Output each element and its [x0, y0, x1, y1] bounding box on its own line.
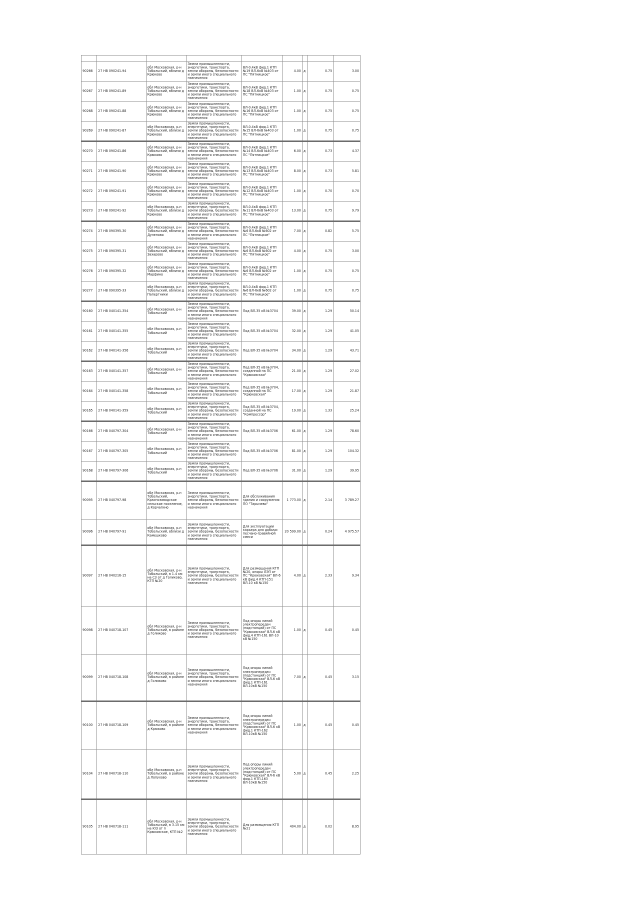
location-cell: обл Московская, р-н Тобольский, вблизи д Крюково: [146, 121, 186, 141]
land-category-cell: Земли промышленности, энергетики, транспорта, земли обороны, безопасности и земли иного специального назначения: [186, 519, 241, 545]
area-unit-cell: д: [302, 201, 307, 221]
area-value-cell: 1.00: [283, 181, 303, 201]
area-value-cell: 4.00: [283, 241, 303, 261]
area-unit-cell: д: [302, 61, 307, 81]
permitted-use-cell: Для размещения КТП №20, опоры ЛЭП от ПС "Крюковская" ВЛ-6 кВ фид.4 КТП-151 ВЛ-10 кВ №150: [242, 545, 283, 606]
row-id-cell: 90105: [81, 799, 97, 854]
sum-value-cell: 104.32: [333, 441, 360, 461]
row-id-cell: 90268: [81, 101, 97, 121]
parcel-row-90269: [81, 121, 360, 141]
cadastral-number-cell: 27 НВ 090395-31: [97, 241, 146, 261]
rate-value-cell: 0.45: [307, 654, 333, 701]
parcel-row-90274: [81, 221, 360, 241]
sum-value-cell: 0.45: [333, 606, 360, 654]
parcel-row-90105: [81, 799, 360, 854]
land-category-cell: Земли промышленности, энергетики, транспорта, земли обороны, безопасности и земли иного специального назначения: [186, 654, 241, 701]
sum-value-cell: 9.79: [333, 201, 360, 221]
row-id-cell: 90095: [81, 481, 97, 519]
rate-value-cell: 1.29: [307, 421, 333, 441]
rate-value-cell: 0.02: [307, 799, 333, 854]
permitted-use-cell: ВЛ-0.4кВ фид.1 КТП №15 ВЛ-6кВ №403 от ПС "Пятницкое": [242, 121, 283, 141]
land-category-cell: Земли промышленности, энергетики, транспорта, земли обороны, безопасности и земли иного специального назначения: [186, 61, 241, 81]
location-cell: обл Московская, р-н Тобольский: [146, 361, 186, 381]
rate-value-cell: 0.82: [307, 221, 333, 241]
parcel-row-90095: [81, 481, 360, 519]
sum-value-cell: 78.60: [333, 421, 360, 441]
area-unit-cell: д: [302, 241, 307, 261]
rate-value-cell: 0.75: [307, 121, 333, 141]
location-cell: обл Московская, р-н Тобольский, вблизи д Крюково: [146, 101, 186, 121]
area-unit-cell: д: [302, 301, 307, 321]
cadastral-number-cell: 27 НВ 090241-88: [97, 101, 146, 121]
area-unit-cell: д: [302, 401, 307, 421]
area-value-cell: 20 599.00: [283, 519, 303, 545]
land-category-cell: Земли промышленности, энергетики, транспорта, земли обороны, безопасности и земли иного специального назначения: [186, 701, 241, 749]
parcel-row-90100: [81, 701, 360, 749]
permitted-use-cell: ВЛ-0.4кВ фид.1 КТП №16 ВЛ-6кВ №403 от ПС "Пятницкое": [242, 101, 283, 121]
area-unit-cell: д: [302, 441, 307, 461]
area-unit-cell: д: [302, 606, 307, 654]
area-unit-cell: д: [302, 321, 307, 341]
parcel-row-90266: [81, 61, 360, 81]
cadastral-number-cell: 27 НВ 090241-91: [97, 181, 146, 201]
parcel-table: [81, 55, 361, 855]
sum-value-cell: 39.95: [333, 461, 360, 481]
permitted-use-cell: ВЛ-0.4кВ фид.1 КТП №6 ВЛ-6кВ №602 от ПС "Пятницкое": [242, 241, 283, 261]
parcel-row-90271: [81, 161, 360, 181]
sum-value-cell: 5.75: [333, 221, 360, 241]
cadastral-number-cell: 27 НВ 040797-306: [97, 461, 146, 481]
sum-value-cell: 0.75: [333, 121, 360, 141]
land-category-cell: Земли промышленности, энергетики, транспорта, земли обороны, безопасности и земли иного специального назначения: [186, 341, 241, 361]
area-value-cell: 1 773.00: [283, 481, 303, 519]
rate-value-cell: 2.33: [307, 545, 333, 606]
cadastral-number-cell: 27 НВ 090241-90: [97, 161, 146, 181]
rate-value-cell: 0.45: [307, 749, 333, 799]
land-category-cell: Земли промышленности, энергетики, транспорта, земли обороны, безопасности и земли иного специального назначения: [186, 81, 241, 101]
permitted-use-cell: ВЛ-0.4кВ фид.1 КТП №19 ВЛ-6кВ №403 от ПС "Пятницкое": [242, 61, 283, 81]
location-cell: обл Московская, р-н Тобольский, вблизи д Камешково: [146, 519, 186, 545]
area-value-cell: 1.00: [283, 101, 303, 121]
cadastral-number-cell: 27 НВ 040718-111: [97, 799, 146, 854]
permitted-use-cell: ВЛ-0.4кВ фид.1 КТП №14 ВЛ-6кВ №403 от ПС "Пятницкое": [242, 141, 283, 161]
cadastral-number-cell: 27 НВ 040797-304: [97, 421, 146, 441]
area-unit-cell: д: [302, 141, 307, 161]
row-id-cell: 90163: [81, 361, 97, 381]
parcel-row-90165: [81, 401, 360, 421]
permitted-use-cell: Под опоры линий электропередач (подстанций) от ПС "Крюковская" ВЛ-6 кВ фид.1 КТП-163 ВЛ-10кВ №150: [242, 749, 283, 799]
row-id-cell: 90099: [81, 654, 97, 701]
land-category-cell: Земли промышленности, энергетики, транспорта, земли обороны, безопасности и земли иного специального назначения: [186, 481, 241, 519]
area-unit-cell: д: [302, 654, 307, 701]
permitted-use-cell: ВЛ-0.4кВ фид.1 КТП №6 ВЛ-6кВ №602 от ПС "Пятницкое": [242, 261, 283, 281]
permitted-use-cell: ВЛ-0.4кВ фид.1 КТП №18 ВЛ-6кВ №403 от ПС "Пятницкое": [242, 81, 283, 101]
parcel-row-90099: [81, 654, 360, 701]
row-id-cell: 90276: [81, 261, 97, 281]
land-category-cell: Земли промышленности, энергетики, транспорта, земли обороны, безопасности и земли иного специального назначения: [186, 261, 241, 281]
area-unit-cell: д: [302, 545, 307, 606]
land-category-cell: Земли промышленности, энергетики, транспорта, земли обороны, безопасности и земли иного специального назначения: [186, 401, 241, 421]
location-cell: обл Московская, р-н Тобольский, вблизи д Крюково: [146, 161, 186, 181]
land-category-cell: Земли промышленности, энергетики, транспорта, земли обороны, безопасности и земли иного специального назначения: [186, 141, 241, 161]
sum-value-cell: 50.14: [333, 301, 360, 321]
rate-value-cell: 1.29: [307, 381, 333, 401]
rate-value-cell: 1.29: [307, 301, 333, 321]
area-unit-cell: д: [302, 341, 307, 361]
cadastral-number-cell: 27 НВ 040718-108: [97, 654, 146, 701]
location-cell: обл Московская, р-н Тобольский: [146, 421, 186, 441]
row-id-cell: 90270: [81, 141, 97, 161]
rate-value-cell: 0.45: [307, 701, 333, 749]
area-unit-cell: д: [302, 519, 307, 545]
area-value-cell: 31.00: [283, 461, 303, 481]
area-value-cell: 8.00: [283, 161, 303, 181]
area-value-cell: 4.00: [283, 61, 303, 81]
rate-value-cell: 1.29: [307, 341, 333, 361]
parcel-row-90267: [81, 81, 360, 101]
parcel-row-90164: [81, 381, 360, 401]
row-id-cell: 90162: [81, 341, 97, 361]
location-cell: обл Московская, р-н Тобольский, вблизи д Папертники: [146, 281, 186, 301]
sum-value-cell: 3 789.27: [333, 481, 360, 519]
rate-value-cell: 0.75: [307, 81, 333, 101]
sum-value-cell: 3.00: [333, 241, 360, 261]
sum-value-cell: 0.70: [333, 181, 360, 201]
rate-value-cell: 0.75: [307, 101, 333, 121]
sum-value-cell: 0.75: [333, 81, 360, 101]
permitted-use-cell: Под ВЛ-35 кВ №3704, созданной на ПС "Крюковская": [242, 381, 283, 401]
location-cell: обл Московская, р-н Тобольский: [146, 381, 186, 401]
area-unit-cell: д: [302, 361, 307, 381]
row-id-cell: 90274: [81, 221, 97, 241]
sum-value-cell: 0.45: [333, 701, 360, 749]
cadastral-number-cell: 27 НВ 090241-89: [97, 81, 146, 101]
area-unit-cell: д: [302, 799, 307, 854]
area-value-cell: 34.00: [283, 341, 303, 361]
area-unit-cell: д: [302, 161, 307, 181]
rate-value-cell: 1.33: [307, 401, 333, 421]
sum-value-cell: 25.24: [333, 401, 360, 421]
cadastral-number-cell: 27 НВ 090395-30: [97, 221, 146, 241]
area-unit-cell: д: [302, 81, 307, 101]
location-cell: обл Московская, р-н Тобольский, вблизи д Захарово: [146, 241, 186, 261]
rate-value-cell: 1.29: [307, 361, 333, 381]
parcel-row-90168: [81, 461, 360, 481]
area-value-cell: 7.00: [283, 654, 303, 701]
row-id-cell: 90166: [81, 421, 97, 441]
location-cell: обл Московская, р-н Тобольский, вблизи д Крюково: [146, 181, 186, 201]
permitted-use-cell: ВЛ-0.4кВ фид.1 КТП №6 ВЛ-6кВ №602 от ПС "Пятницкое": [242, 221, 283, 241]
land-category-cell: Земли промышленности, энергетики, транспорта, земли обороны, безопасности и земли иного специального назначения: [186, 201, 241, 221]
land-category-cell: Земли промышленности, энергетики, транспорта, земли обороны, безопасности и земли иного специального назначения: [186, 181, 241, 201]
permitted-use-cell: Для размещения КТП №21: [242, 799, 283, 854]
cadastral-number-cell: 27 НВ 090395-33: [97, 281, 146, 301]
location-cell: обл Московская, р-н Тобольский: [146, 441, 186, 461]
permitted-use-cell: Под опоры линий электропередач (подстанций) от ПС "Крюковская" ВЛ-6 кВ фид.1 КТП-162 ВЛ-10кВ №150: [242, 701, 283, 749]
sum-value-cell: 0.75: [333, 101, 360, 121]
rate-value-cell: 0.75: [307, 241, 333, 261]
rate-value-cell: 0.73: [307, 141, 333, 161]
permitted-use-cell: Под ВЛ-35 кВ №3704, созданной на ПС "Крюковская": [242, 361, 283, 381]
parcel-row-90162: [81, 341, 360, 361]
location-cell: обл Московская, р-н Тобольский, в районе д Крюково: [146, 701, 186, 749]
row-id-cell: 90165: [81, 401, 97, 421]
sum-value-cell: 21.87: [333, 381, 360, 401]
area-value-cell: 1.00: [283, 281, 303, 301]
area-value-cell: 1.00: [283, 121, 303, 141]
rate-value-cell: 0.24: [307, 519, 333, 545]
land-category-cell: Земли промышленности, энергетики, транспорта, земли обороны, безопасности и земли иного специального назначения: [186, 161, 241, 181]
cadastral-number-cell: 27 НВ 090241-87: [97, 121, 146, 141]
land-category-cell: Земли промышленности, энергетики, транспорта, земли обороны, безопасности и земли иного специального назначения: [186, 545, 241, 606]
area-value-cell: 17.00: [283, 381, 303, 401]
row-id-cell: 90269: [81, 121, 97, 141]
location-cell: обл Московская, р-н Тобольский, в районе д Голиково: [146, 606, 186, 654]
land-category-cell: Земли промышленности, энергетики, транспорта, земли обороны, безопасности и земли иного специального назначения: [186, 121, 241, 141]
area-value-cell: 1.00: [283, 261, 303, 281]
land-category-cell: Земли промышленности, энергетики, транспорта, земли обороны, безопасности и земли иного специального назначения: [186, 221, 241, 241]
cadastral-number-cell: 27 НВ 040797-98: [97, 481, 146, 519]
land-category-cell: Земли промышленности, энергетики, транспорта, земли обороны, безопасности и земли иного специального назначения: [186, 461, 241, 481]
permitted-use-cell: Под ВЛ-35 кВ №3704: [242, 321, 283, 341]
row-id-cell: 90277: [81, 281, 97, 301]
permitted-use-cell: Под ВЛ-35 кВ №3706: [242, 421, 283, 441]
location-cell: обл Московская, р-н Тобольский, вблизи д Крюково: [146, 201, 186, 221]
rate-value-cell: 0.75: [307, 281, 333, 301]
parcel-row-90104: [81, 749, 360, 799]
parcel-row-90272: [81, 181, 360, 201]
parcel-row-90275: [81, 241, 360, 261]
sum-value-cell: 0.75: [333, 281, 360, 301]
cadastral-number-cell: 27 НВ 040216-15: [97, 545, 146, 606]
location-cell: обл Московская, р-н Тобольский, вблизи д Крюково: [146, 81, 186, 101]
area-unit-cell: д: [302, 221, 307, 241]
sum-value-cell: 5.81: [333, 161, 360, 181]
area-value-cell: 5.00: [283, 749, 303, 799]
row-id-cell: 90096: [81, 519, 97, 545]
permitted-use-cell: Под ВЛ-35 кВ №3706: [242, 461, 283, 481]
permitted-use-cell: Под ВЛ-35 кВ №3704: [242, 301, 283, 321]
cadastral-number-cell: 27 НВ 040797-91: [97, 519, 146, 545]
permitted-use-cell: Под ВЛ-35 кВ №3706: [242, 441, 283, 461]
row-id-cell: 90104: [81, 749, 97, 799]
cadastral-number-cell: 27 НВ 090241-92: [97, 201, 146, 221]
area-value-cell: 13.00: [283, 201, 303, 221]
location-cell: обл Московская, р-н Тобольский: [146, 341, 186, 361]
sum-value-cell: 41.05: [333, 321, 360, 341]
row-id-cell: 90271: [81, 161, 97, 181]
permitted-use-cell: Для обслуживания здания и сооружения ПО "Тарычево": [242, 481, 283, 519]
area-unit-cell: д: [302, 101, 307, 121]
parcel-row-90097: [81, 545, 360, 606]
land-category-cell: Земли промышленности, энергетики, транспорта, земли обороны, безопасности и земли иного специального назначения: [186, 421, 241, 441]
area-value-cell: 4.00: [283, 545, 303, 606]
area-value-cell: 6.00: [283, 141, 303, 161]
parcel-row-90161: [81, 321, 360, 341]
location-cell: обл Московская, р-н Тобольский, в районе д Лопухово: [146, 749, 186, 799]
area-value-cell: 7.00: [283, 221, 303, 241]
row-id-cell: 90098: [81, 606, 97, 654]
area-value-cell: 32.00: [283, 321, 303, 341]
area-unit-cell: д: [302, 461, 307, 481]
area-value-cell: 39.00: [283, 301, 303, 321]
location-cell: обл Московская, р-н Тобольский, в 1.4 км на СЗ от д Голиково, КТП №20: [146, 545, 186, 606]
area-unit-cell: д: [302, 121, 307, 141]
rate-value-cell: 0.75: [307, 201, 333, 221]
cadastral-number-cell: 27 НВ 040718-107: [97, 606, 146, 654]
permitted-use-cell: Под опоры линий электропередач (подстанций) от ПС "Крюковская" ВЛ-6 кВ фид.4 КТП-161 ВЛ-10 кВ №150: [242, 606, 283, 654]
cadastral-number-cell: 27 НВ 040141-358: [97, 381, 146, 401]
row-id-cell: 90272: [81, 181, 97, 201]
location-cell: обл Московская, р-н Тобольский, в 3.15 км на ЮЗ от п Крюковское, КТП №2: [146, 799, 186, 854]
area-value-cell: 81.00: [283, 441, 303, 461]
sum-value-cell: 0.75: [333, 261, 360, 281]
area-unit-cell: д: [302, 381, 307, 401]
permitted-use-cell: Для эксплуатации карьера для добычи песчано-гравийной смеси: [242, 519, 283, 545]
parcel-row-90166: [81, 421, 360, 441]
area-unit-cell: д: [302, 421, 307, 441]
rate-value-cell: 1.29: [307, 441, 333, 461]
area-unit-cell: д: [302, 261, 307, 281]
land-category-cell: Земли промышленности, энергетики, транспорта, земли обороны, безопасности и земли иного специального назначения: [186, 361, 241, 381]
cadastral-number-cell: 27 НВ 040141-357: [97, 361, 146, 381]
land-category-cell: Земли промышленности, энергетики, транспорта, земли обороны, безопасности и земли иного специального назначения: [186, 799, 241, 854]
sum-value-cell: 4.37: [333, 141, 360, 161]
rate-value-cell: 1.29: [307, 321, 333, 341]
parcel-row-90277: [81, 281, 360, 301]
parcel-row-90098: [81, 606, 360, 654]
parcel-table-container: [81, 55, 361, 855]
rate-value-cell: 0.73: [307, 161, 333, 181]
location-cell: обл Московская, р-н Тобольский: [146, 321, 186, 341]
sum-value-cell: 8.95: [333, 799, 360, 854]
location-cell: обл Московская, р-н Тобольский, вблизи д Марфино: [146, 261, 186, 281]
location-cell: обл Московская, р-н Тобольский, Краснозаводское сельское поселение, д Корчагино: [146, 481, 186, 519]
permitted-use-cell: ВЛ-0.4кВ фид.1 КТП №13 ВЛ-6кВ №403 от ПС "Пятницкое": [242, 161, 283, 181]
cadastral-number-cell: 27 НВ 090241-94: [97, 61, 146, 81]
permitted-use-cell: Под ВЛ-35 кВ №3704, созданной на ПС "Компрессор": [242, 401, 283, 421]
row-id-cell: 90097: [81, 545, 97, 606]
row-id-cell: 90275: [81, 241, 97, 261]
cadastral-number-cell: 27 НВ 090241-86: [97, 141, 146, 161]
parcel-row-90167: [81, 441, 360, 461]
row-id-cell: 90160: [81, 301, 97, 321]
land-category-cell: Земли промышленности, энергетики, транспорта, земли обороны, безопасности и земли иного специального назначения: [186, 749, 241, 799]
cadastral-number-cell: 27 НВ 040718-110: [97, 749, 146, 799]
area-value-cell: 1.00: [283, 81, 303, 101]
permitted-use-cell: ВЛ-0.4кВ фид.1 КТП №11 ВЛ-6кВ №403 от ПС "Пятницкое": [242, 201, 283, 221]
area-value-cell: 21.00: [283, 361, 303, 381]
row-id-cell: 90161: [81, 321, 97, 341]
rate-value-cell: 0.70: [307, 181, 333, 201]
sum-value-cell: 9.34: [333, 545, 360, 606]
land-category-cell: Земли промышленности, энергетики, транспорта, земли обороны, безопасности и земли иного специального назначения: [186, 101, 241, 121]
land-category-cell: Земли промышленности, энергетики, транспорта, земли обороны, безопасности и земли иного специального назначения: [186, 441, 241, 461]
sum-value-cell: 3.15: [333, 654, 360, 701]
area-value-cell: 61.00: [283, 421, 303, 441]
area-unit-cell: д: [302, 181, 307, 201]
parcel-row-90268: [81, 101, 360, 121]
permitted-use-cell: Под опоры линий электропередач (подстанций) от ПС "Крюковская" ВЛ-6 кВ фид.1 КТП-161 ВЛ-10кВ №150: [242, 654, 283, 701]
land-category-cell: Земли промышленности, энергетики, транспорта, земли обороны, безопасности и земли иного специального назначения: [186, 301, 241, 321]
row-id-cell: 90164: [81, 381, 97, 401]
sum-value-cell: 4 975.57: [333, 519, 360, 545]
cadastral-number-cell: 27 НВ 090395-32: [97, 261, 146, 281]
location-cell: обл Московская, р-н Тобольский, вблизи д Дулепово: [146, 221, 186, 241]
sum-value-cell: 2.25: [333, 749, 360, 799]
rate-value-cell: 0.45: [307, 606, 333, 654]
row-id-cell: 90168: [81, 461, 97, 481]
area-value-cell: 1.00: [283, 701, 303, 749]
area-unit-cell: д: [302, 481, 307, 519]
land-category-cell: Земли промышленности, энергетики, транспорта, земли обороны, безопасности и земли иного специального назначения: [186, 321, 241, 341]
parcel-row-90270: [81, 141, 360, 161]
land-category-cell: Земли промышленности, энергетики, транспорта, земли обороны, безопасности и земли иного специального назначения: [186, 381, 241, 401]
row-id-cell: 90266: [81, 61, 97, 81]
area-unit-cell: д: [302, 281, 307, 301]
rate-value-cell: 0.75: [307, 261, 333, 281]
location-cell: обл Московская, р-н Тобольский: [146, 401, 186, 421]
land-category-cell: Земли промышленности, энергетики, транспорта, земли обороны, безопасности и земли иного специального назначения: [186, 606, 241, 654]
parcel-row-90096: [81, 519, 360, 545]
land-category-cell: Земли промышленности, энергетики, транспорта, земли обороны, безопасности и земли иного специального назначения: [186, 281, 241, 301]
cadastral-number-cell: 27 НВ 040141-354: [97, 301, 146, 321]
location-cell: обл Московская, р-н Тобольский, в районе д Голиково: [146, 654, 186, 701]
cadastral-number-cell: 27 НВ 040141-359: [97, 401, 146, 421]
location-cell: обл Московская, р-н Тобольский: [146, 301, 186, 321]
location-cell: обл Московская, р-н Тобольский, вблизи д Крюково: [146, 61, 186, 81]
cadastral-number-cell: 27 НВ 040718-109: [97, 701, 146, 749]
sum-value-cell: 3.00: [333, 61, 360, 81]
parcel-row-90163: [81, 361, 360, 381]
permitted-use-cell: ВЛ-0.4кВ фид.1 КТП №6 ВЛ-6кВ №602 от ПС "Пятницкое": [242, 281, 283, 301]
sum-value-cell: 27.02: [333, 361, 360, 381]
cadastral-number-cell: 27 НВ 040141-356: [97, 341, 146, 361]
parcel-row-90276: [81, 261, 360, 281]
location-cell: обл Московская, р-н Тобольский, вблизи д Крюково: [146, 141, 186, 161]
rate-value-cell: 0.75: [307, 61, 333, 81]
permitted-use-cell: Под ВЛ-35 кВ №3704: [242, 341, 283, 361]
area-value-cell: 404.00: [283, 799, 303, 854]
row-id-cell: 90273: [81, 201, 97, 221]
sum-value-cell: 43.71: [333, 341, 360, 361]
row-id-cell: 90267: [81, 81, 97, 101]
parcel-row-90160: [81, 301, 360, 321]
row-id-cell: 90167: [81, 441, 97, 461]
parcel-row-90273: [81, 201, 360, 221]
area-value-cell: 19.00: [283, 401, 303, 421]
permitted-use-cell: ВЛ-0.4кВ фид.1 КТП №12 ВЛ-6кВ №403 от ПС "Пятницкое": [242, 181, 283, 201]
cadastral-number-cell: 27 НВ 040797-305: [97, 441, 146, 461]
cadastral-number-cell: 27 НВ 040141-355: [97, 321, 146, 341]
rate-value-cell: 1.29: [307, 461, 333, 481]
rate-value-cell: 2.14: [307, 481, 333, 519]
area-value-cell: 1.00: [283, 606, 303, 654]
area-unit-cell: д: [302, 701, 307, 749]
land-category-cell: Земли промышленности, энергетики, транспорта, земли обороны, безопасности и земли иного специального назначения: [186, 241, 241, 261]
row-id-cell: 90100: [81, 701, 97, 749]
location-cell: обл Московская, р-н Тобольский: [146, 461, 186, 481]
area-unit-cell: д: [302, 749, 307, 799]
